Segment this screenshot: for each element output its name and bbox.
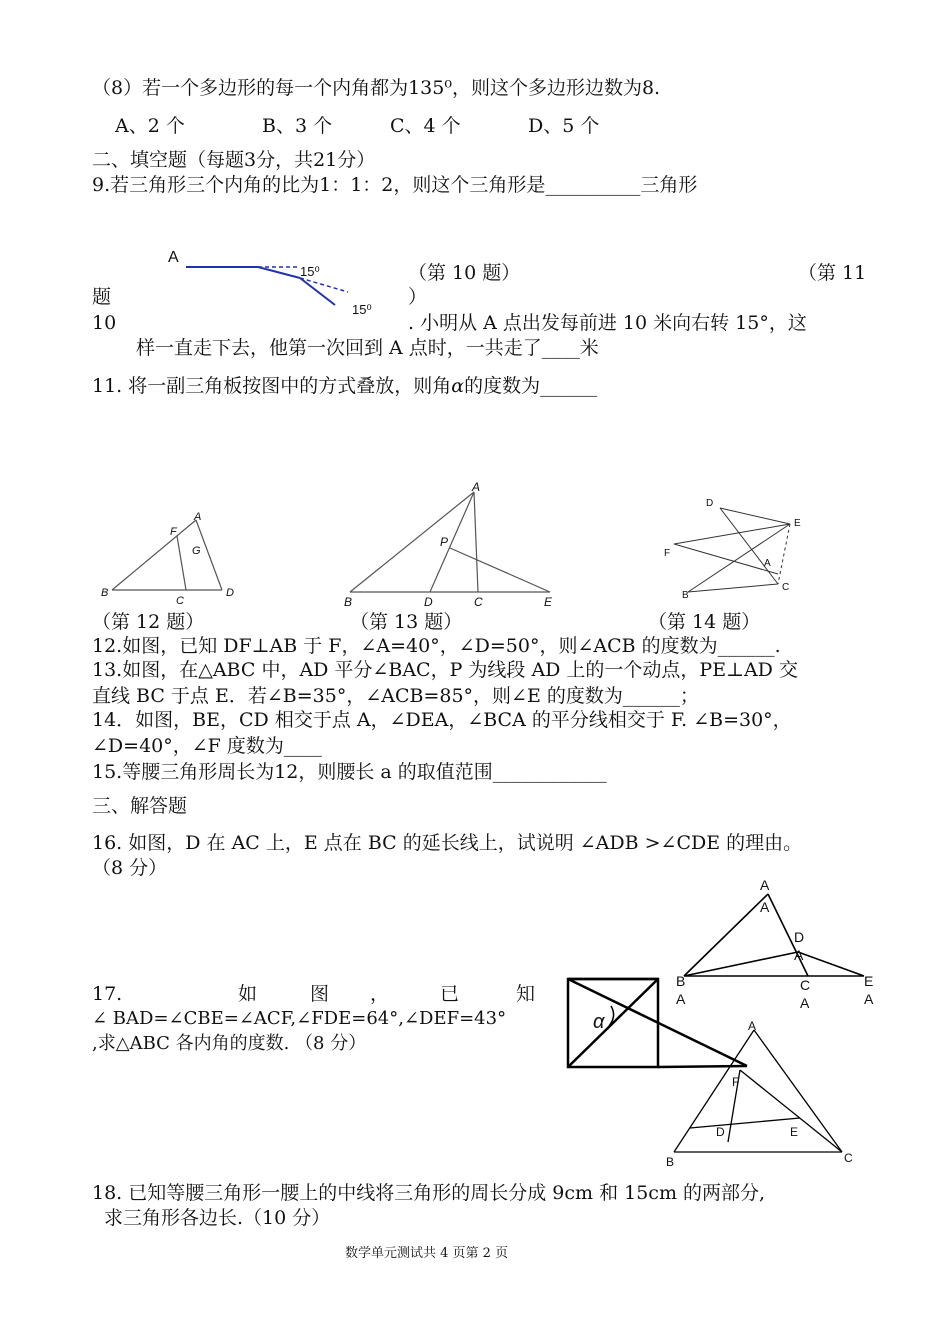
fig16-label-a2: A (760, 899, 770, 915)
q11-text-1: 11. 将一副三角板按图中的方式叠放，则角 (92, 375, 452, 397)
fig17-label-b: B (666, 1155, 675, 1169)
fig17-label-d: D (716, 1125, 725, 1139)
fig12-label-b: B (101, 587, 109, 599)
fig16-label-a5: A (800, 995, 810, 1011)
q17-text-3: ,求△ABC 各内角的度数. （8 分） (92, 1033, 367, 1054)
figure-10 (160, 240, 380, 320)
fig17-label-a: A (748, 1019, 757, 1033)
fig16-label-c: C (800, 977, 811, 993)
q12-text: 12.如图，已知 DF⊥AB 于 F，∠A=40°，∠D=50°，则∠ACB 的度数为______. (92, 635, 781, 657)
figure-12 (98, 508, 248, 608)
fig14-label-f: F (664, 548, 671, 559)
figure-13 (340, 482, 560, 612)
fig14-label-c: C (782, 582, 790, 593)
q10-number: 10 (92, 312, 117, 334)
q8-option-c: C、4 个 (390, 115, 461, 137)
q10-text-1: . 小明从 A 点出发每前进 10 米向右转 15°，这 (408, 312, 807, 334)
q17-word-1: 如 (238, 983, 258, 1005)
fig13-label-d: D (424, 595, 433, 609)
fig13-label-p: P (440, 535, 449, 549)
q17-word-2: 图 (310, 983, 330, 1005)
fig17-label-c: C (844, 1151, 853, 1165)
q17-word-3: ， (370, 983, 390, 1005)
fig13-label-a: A (472, 480, 481, 494)
caption-12: （第 12 题） (92, 611, 205, 633)
figure-17 (660, 1019, 860, 1169)
q17-text-2: ∠ BAD=∠CBE=∠ACF,∠FDE=64°,∠DEF=43° (92, 1008, 507, 1029)
q14-text-2: ∠D=40°，∠F 度数为____ (92, 735, 322, 757)
fig16-label-a3: A (794, 947, 804, 963)
section-3-title: 三、解答题 (92, 795, 188, 817)
q17-word-4: 已 (440, 983, 460, 1005)
fig16-label-a4: A (676, 991, 686, 1007)
caption-13: （第 13 题） (350, 611, 463, 633)
q8-line: （8）若一个多边形的每一个内角都为135⁰，则这个多边形边数为8. (92, 77, 661, 99)
fig10-angle-2: 15⁰ (352, 302, 372, 317)
fig10-point-a: A (168, 249, 179, 266)
fig17-label-e: E (790, 1125, 799, 1139)
fig14-label-b: B (682, 590, 689, 601)
q8-option-a: A、2 个 (115, 115, 185, 137)
q11-alpha: α (451, 375, 465, 397)
caption-11-part1: （第 11 (798, 262, 867, 284)
q13-text-1: 13.如图，在△ABC 中，AD 平分∠BAC，P 为线段 AD 上的一个动点，PE⊥AD 交 (92, 659, 798, 681)
fig14-label-a: A (764, 558, 771, 569)
caption-11-part2: ） (408, 286, 428, 308)
fig11-label-alpha: α (593, 1011, 605, 1033)
q16-text-2: （8 分） (92, 857, 168, 879)
q8-option-b: B、3 个 (262, 115, 333, 137)
q8-option-d: D、5 个 (528, 115, 600, 137)
fig12-label-c: C (176, 595, 184, 607)
page-footer: 数学单元测试共 4 页第 2 页 (345, 1246, 509, 1261)
q18-text-1: 18. 已知等腰三角形一腰上的中线将三角形的周长分成 9cm 和 15cm 的两部分, (92, 1182, 766, 1204)
q11-text-2: 的度数为______ (464, 375, 598, 397)
fig12-label-f: F (170, 526, 177, 538)
fig14-label-e: E (794, 518, 801, 529)
caption-10-wrap: 题 (92, 286, 112, 308)
q15-text: 15.等腰三角形周长为12，则腰长 a 的取值范围____________ (92, 761, 607, 783)
fig16-label-d: D (794, 929, 805, 945)
fig14-label-d: D (706, 498, 714, 509)
q14-text-1: 14．如图，BE，CD 相交于点 A，∠DEA，∠BCA 的平分线相交于 F. ∠B=30°， (92, 709, 792, 731)
fig13-label-e: E (544, 595, 553, 609)
q9-text: 9.若三角形三个内角的比为1：1：2，则这个三角形是__________三角形 (92, 174, 698, 196)
caption-14: （第 14 题） (648, 611, 761, 633)
fig13-label-c: C (474, 595, 483, 609)
q11-text (92, 374, 597, 398)
fig12-label-g: G (192, 545, 201, 557)
fig13-label-b: B (344, 595, 353, 609)
fig16-label-e: E (864, 973, 874, 989)
fig17-label-f: F (732, 1075, 740, 1089)
fig16-label-a6: A (864, 991, 874, 1007)
fig10-angle-1: 15⁰ (300, 264, 320, 279)
q17-number: 17. (92, 983, 123, 1005)
q16-text-1: 16. 如图，D 在 AC 上，E 点在 BC 的延长线上，试说明 ∠ADB >∠CDE 的理由。 (92, 832, 803, 854)
fig12-label-d: D (226, 587, 234, 599)
fig12-label-a: A (194, 511, 202, 523)
q18-text-2: 求三角形各边长.（10 分） (104, 1207, 331, 1229)
q10-text-2: 样一直走下去，他第一次回到 A 点时，一共走了____米 (136, 337, 599, 359)
figure-14 (660, 494, 810, 604)
section-2-title: 二、填空题（每题3分，共21分） (92, 149, 376, 171)
caption-10: （第 10 题） (408, 262, 521, 284)
q17-word-5: 知 (516, 983, 536, 1005)
q13-text-2: 直线 BC 于点 E．若∠B=35°，∠ACB=85°，则∠E 的度数为______； (92, 685, 699, 707)
fig16-label-a1: A (760, 877, 770, 893)
fig16-label-b: B (676, 973, 686, 989)
